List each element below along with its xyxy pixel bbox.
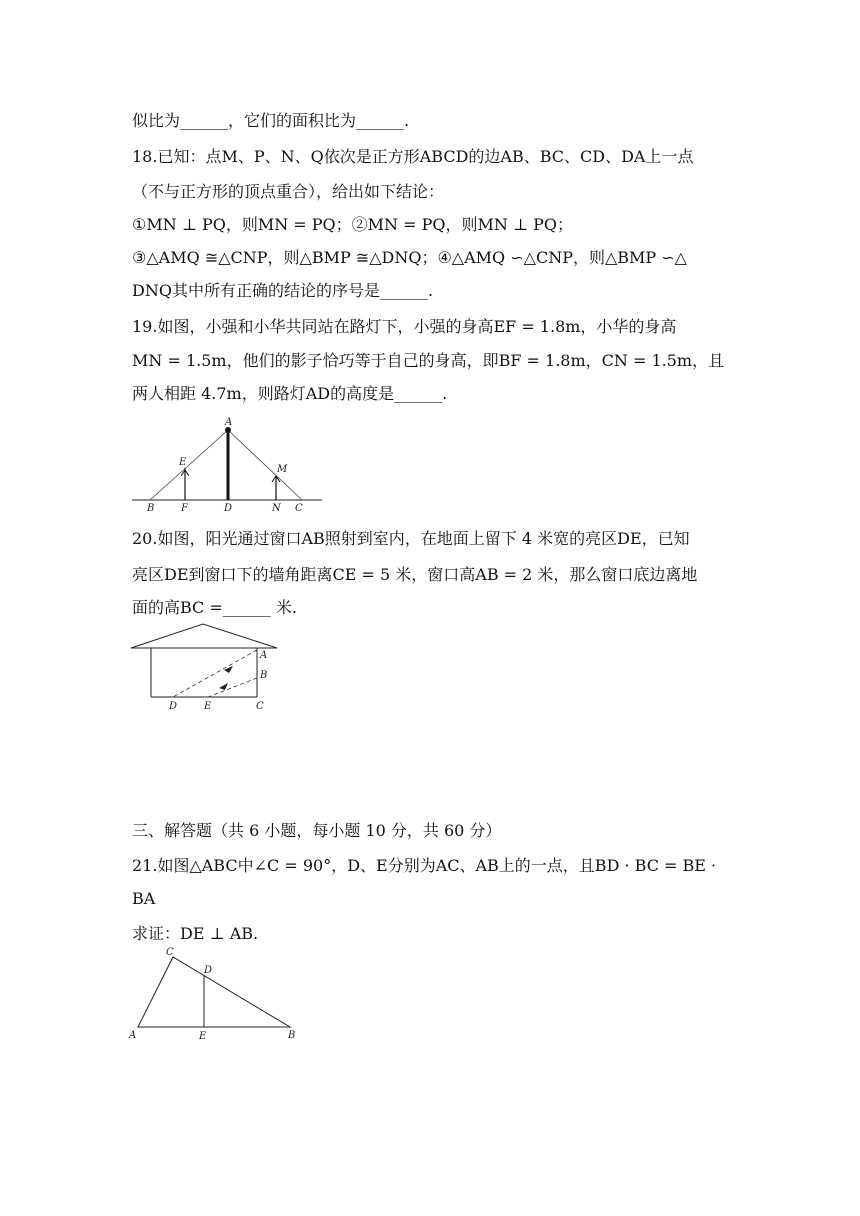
- problem-19-line-1: 19.如图，小强和小华共同站在路灯下，小强的身高EF = 1.8m，小华的身高: [132, 317, 677, 336]
- problem-20-line-1: 20.如图，阳光通过窗口AB照射到室内，在地面上留下 4 米宽的亮区DE，已知: [132, 529, 690, 548]
- label-D: D: [169, 701, 178, 712]
- label-C: C: [256, 701, 264, 712]
- label-N: N: [272, 503, 281, 514]
- problem-18-line-5: DNQ其中所有正确的结论的序号是______.: [132, 281, 434, 300]
- problem-21-line-3: 求证：DE ⊥ AB.: [132, 924, 259, 943]
- problem-19-line-3: 两人相距 4.7m，则路灯AD的高度是______.: [132, 384, 448, 403]
- problem-21-line-2: BA: [132, 889, 156, 908]
- label-B: B: [288, 1030, 296, 1041]
- problem-18-line-4: ③△AMQ ≅△CNP，则△BMP ≅△DNQ；④△AMQ ∽△CNP，则△BMP ∽△: [132, 248, 687, 267]
- label-B: B: [147, 503, 155, 514]
- label-E: E: [179, 457, 187, 468]
- label-C: C: [295, 503, 303, 514]
- label-B: B: [260, 670, 268, 681]
- label-A: A: [225, 417, 233, 428]
- problem-20-line-2: 亮区DE到窗口下的墙角距离CE = 5 米，窗口高AB = 2 米，那么窗口底边离地: [132, 565, 698, 584]
- label-E: E: [204, 701, 212, 712]
- problem-21-line-1: 21.如图△ABC中∠C = 90°，D、E分别为AC、AB上的一点，且BD · BC = BE ·: [132, 856, 717, 875]
- figure-19-lamp: [128, 414, 328, 514]
- label-M: M: [277, 464, 288, 475]
- label-D: D: [224, 503, 233, 514]
- figure-21-triangle: [126, 944, 302, 1044]
- text-line-1: 似比为______，它们的面积比为______.: [132, 111, 410, 130]
- label-D: D: [204, 965, 213, 976]
- label-C: C: [166, 947, 174, 958]
- label-A: A: [260, 650, 268, 661]
- problem-18-line-3: ①MN ⊥ PQ，则MN = PQ；②MN = PQ，则MN ⊥ PQ；: [132, 215, 574, 234]
- label-A: A: [129, 1030, 137, 1041]
- label-F: F: [181, 503, 188, 514]
- problem-19-line-2: MN = 1.5m，他们的影子恰巧等于自己的身高，即BF = 1.8m，CN = 1.5m，且: [132, 351, 725, 370]
- problem-20-line-3: 面的高BC =______ 米.: [132, 598, 297, 617]
- label-E: E: [199, 1031, 207, 1042]
- section-3-heading: 三、解答题（共 6 小题，每小题 10 分，共 60 分）: [132, 821, 502, 840]
- figure-20-window: [128, 620, 288, 712]
- problem-18-line-1: 18.已知：点M、P、N、Q依次是正方形ABCD的边AB、BC、CD、DA上一点: [132, 147, 694, 166]
- problem-18-line-2: （不与正方形的顶点重合），给出如下结论：: [132, 182, 445, 201]
